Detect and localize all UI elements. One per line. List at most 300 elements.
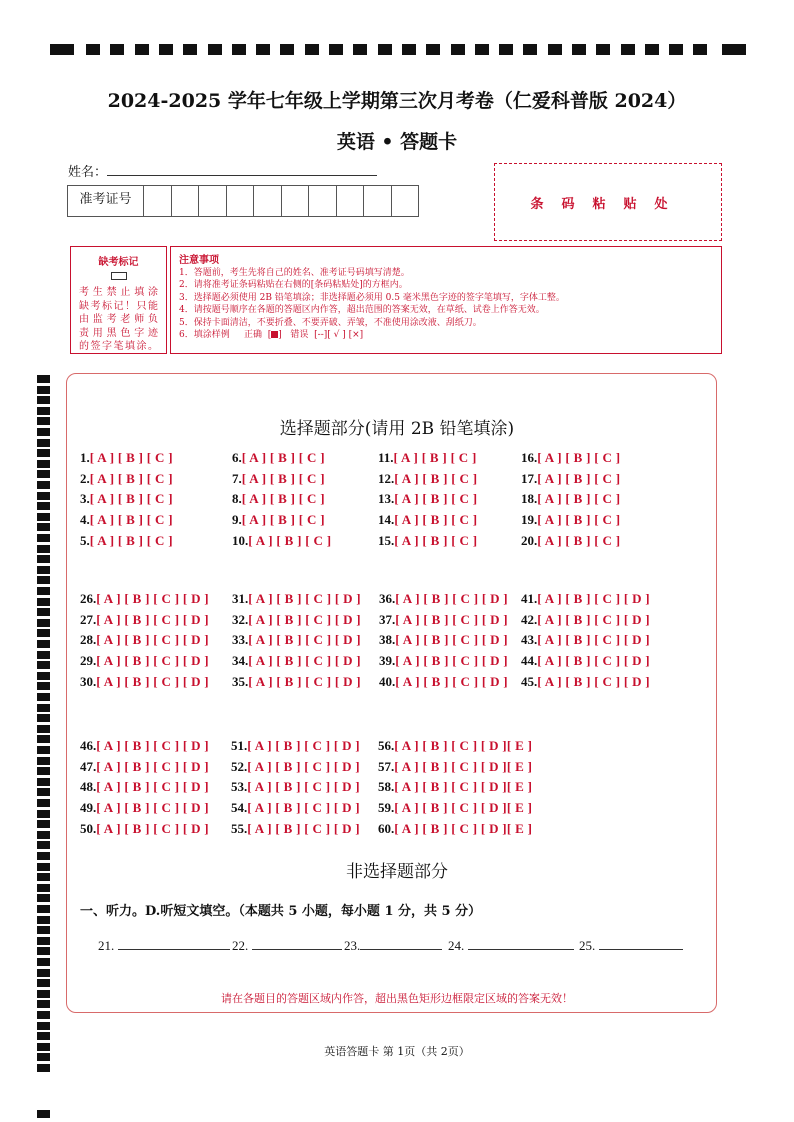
question-row[interactable] [378,450,477,466]
option-bubbles[interactable]: [ A ] [ B ] [ C ] [ D ] [96,738,209,753]
question-row[interactable] [232,674,361,690]
notice-line: 3．选择题必须使用 2B 铅笔填涂；非选择题必须用 0.5 毫米黑色字迹的签字笔填写，字体工整。 [179,292,565,303]
question-row[interactable] [80,533,173,549]
alignment-mark [37,894,50,902]
question-row[interactable] [231,779,360,795]
alignment-mark [37,545,50,553]
option-bubbles[interactable]: [ A ] [ B ] [ C ] [394,512,478,527]
alignment-mark [37,576,50,584]
option-bubbles[interactable]: [ A ] [ B ] [ C ] [ D ] [395,632,508,647]
page-footer: 英语答题卡 第 1页（共 2页） [324,1045,470,1058]
alignment-mark [37,629,50,637]
absent-title: 缺考标记 [98,257,139,268]
option-bubbles[interactable]: [ A ] [ B ] [ C ] [394,491,478,506]
absent-line: 的签字笔填涂。 [79,341,158,352]
choice-section-title: 选择题部分(请用 2B 铅笔填涂) [279,419,515,439]
barcode-area: 条码粘贴处 [494,163,722,241]
alignment-mark [37,566,50,574]
alignment-mark [37,810,50,818]
option-bubbles[interactable]: [ A ] [ B ] [ C ] [537,450,621,465]
question-row[interactable] [232,533,331,549]
alignment-mark [37,937,50,945]
alignment-mark [37,788,50,796]
question-number: 11. [378,450,394,465]
alignment-mark [159,44,173,55]
alignment-mark [37,926,50,934]
alignment-mark [37,746,50,754]
question-number: 27. [80,612,97,627]
question-row[interactable] [80,759,209,775]
alignment-mark [37,651,50,659]
option-bubbles[interactable]: [ A ] [ B ] [ C ] [241,471,325,486]
option-bubbles[interactable]: [ A ] [ B ] [ C ] [ D ] [247,800,360,815]
question-row[interactable] [80,653,209,669]
question-row[interactable] [521,612,650,628]
question-number: 41. [521,591,538,606]
option-bubbles[interactable]: [ A ] [ B ] [ C ] [ D ][ E ] [394,800,533,815]
question-number: 36. [379,591,396,606]
absent-line: 由监考老师负 [79,314,158,325]
alignment-mark [37,386,50,394]
listening-title: 一、听力。D.听短文填空。（本题共 5 小题，每小题 1 分，共 5 分） [80,904,482,919]
option-bubbles[interactable]: [ A ] [ B ] [ C ] [ D ] [248,632,361,647]
absent-line: 缺考标记！只能 [79,300,158,312]
side-alignment-marks [37,375,51,1120]
option-bubbles[interactable]: [ A ] [ B ] [ C ] [89,533,173,548]
question-number: 26. [80,591,97,606]
question-number: 42. [521,612,538,627]
exam-number-cell[interactable] [227,186,255,216]
question-number: 53. [231,779,248,794]
option-bubbles[interactable]: [ A ] [ B ] [ C ] [ D ] [96,612,209,627]
exam-number-cell[interactable] [392,186,419,216]
alignment-mark [37,619,50,627]
alignment-mark [37,460,50,468]
option-bubbles[interactable]: [ A ] [ B ] [ C ] [ D ] [96,821,209,836]
option-bubbles[interactable]: [ A ] [ B ] [ C ] [ D ] [96,800,209,815]
question-number: 8. [232,491,242,506]
option-bubbles[interactable]: [ A ] [ B ] [ C ] [ D ] [395,591,508,606]
blank-number: 25. [579,938,596,953]
option-bubbles[interactable]: [ A ] [ B ] [ C ] [89,512,173,527]
exam-number-cell[interactable] [199,186,227,216]
blank-22[interactable] [232,937,342,954]
alignment-mark [722,44,746,55]
question-row[interactable] [80,591,209,607]
blank-number: 24. [448,938,465,953]
blank-23[interactable] [344,937,442,954]
blank-21[interactable] [98,937,230,954]
question-row[interactable] [521,632,650,648]
question-row[interactable] [378,821,532,837]
question-row[interactable] [521,533,620,549]
question-row[interactable] [378,491,477,507]
option-bubbles[interactable]: [ A ] [ B ] [ C ] [ D ] [96,759,209,774]
option-bubbles[interactable]: [ A ] [ B ] [ C ] [ D ] [537,653,650,668]
question-number: 28. [80,632,97,647]
alignment-mark [37,587,50,595]
option-bubbles[interactable]: [ A ] [ B ] [ C ] [ D ] [247,759,360,774]
alignment-mark [208,44,222,55]
option-bubbles[interactable]: [ A ] [ B ] [ C ] [ D ] [96,779,209,794]
question-row[interactable] [232,471,325,487]
option-bubbles[interactable]: [ A ] [ B ] [ C ] [537,471,621,486]
alignment-mark [37,608,50,616]
exam-number-box [67,185,419,217]
alignment-mark [37,640,50,648]
option-bubbles[interactable]: [ A ] [ B ] [ C ] [ D ] [537,632,650,647]
question-number: 35. [232,674,249,689]
question-row[interactable] [80,674,209,690]
alignment-mark [37,661,50,669]
alignment-mark [353,44,367,55]
alignment-mark [37,439,50,447]
alignment-mark [305,44,319,55]
alignment-mark [37,767,50,775]
question-row[interactable] [231,800,360,816]
wrong-marks: [--][ √ ] [×] [314,330,364,341]
alignment-mark [645,44,659,55]
question-row[interactable] [521,471,620,487]
option-bubbles[interactable]: [ A ] [ B ] [ C ] [241,491,325,506]
question-number: 15. [378,533,395,548]
question-row[interactable] [232,632,361,648]
alignment-mark [37,916,50,924]
sample-label: 6．填涂样例 [179,330,230,341]
option-bubbles[interactable]: [ A ] [ B ] [ C ] [ D ] [395,612,508,627]
alignment-mark [37,820,50,828]
question-row[interactable] [521,512,620,528]
question-row[interactable] [80,612,209,628]
question-number: 2. [80,471,90,486]
alignment-mark [329,44,343,55]
option-bubbles[interactable]: [ A ] [ B ] [ C ] [248,533,332,548]
question-row[interactable] [378,738,532,754]
question-row[interactable] [379,632,508,648]
option-bubbles[interactable]: [ A ] [ B ] [ C ] [ D ] [247,821,360,836]
question-row[interactable] [378,533,477,549]
alignment-mark [37,523,50,531]
alignment-mark [548,44,562,55]
question-row[interactable] [231,759,360,775]
alignment-mark [280,44,294,55]
alignment-mark [37,979,50,987]
option-bubbles[interactable]: [ A ] [ B ] [ C ] [ D ][ E ] [394,779,533,794]
question-row[interactable] [521,674,650,690]
alignment-mark [86,44,100,55]
question-number: 49. [80,800,97,815]
option-bubbles[interactable]: [ A ] [ B ] [ C ] [ D ][ E ] [394,821,533,836]
question-row[interactable] [379,612,508,628]
alignment-mark [135,44,149,55]
question-number: 5. [80,533,90,548]
alignment-mark [37,1022,50,1030]
alignment-mark [37,502,50,510]
absent-mark-checkbox[interactable] [111,272,127,280]
question-row[interactable] [378,512,477,528]
question-number: 55. [231,821,248,836]
alignment-mark [37,534,50,542]
correct-label: 正确 [244,330,263,341]
alignment-mark [37,757,50,765]
alignment-mark [402,44,416,55]
option-bubbles[interactable]: [ A ] [ B ] [ C ] [ D ] [248,653,361,668]
question-row[interactable] [232,612,361,628]
option-bubbles[interactable]: [ A ] [ B ] [ C ] [89,491,173,506]
option-bubbles[interactable]: [ A ] [ B ] [ C ] [ D ] [96,674,209,689]
question-row[interactable] [521,491,620,507]
alignment-mark [37,1064,50,1072]
alignment-mark [426,44,440,55]
alignment-mark [693,44,707,55]
alignment-mark [50,44,74,55]
exam-number-cell[interactable] [337,186,365,216]
question-row[interactable] [80,632,209,648]
alignment-mark [451,44,465,55]
alignment-mark [37,958,50,966]
alignment-mark [183,44,197,55]
name-label: 姓名： [68,165,108,180]
option-bubbles[interactable]: [ A ] [ B ] [ C ] [537,533,621,548]
question-number: 34. [232,653,249,668]
alignment-mark [37,396,50,404]
absent-instructions [71,286,166,354]
alignment-mark [37,693,50,701]
blank-number: 23. [344,938,361,953]
alignment-mark [37,841,50,849]
question-number: 33. [232,632,249,647]
alignment-mark [37,375,50,383]
question-row[interactable] [232,591,361,607]
question-row[interactable] [379,653,508,669]
exam-number-cell[interactable] [364,186,392,216]
question-row[interactable] [378,759,532,775]
question-number: 9. [232,512,242,527]
question-row[interactable] [80,491,173,507]
alignment-mark [378,44,392,55]
alignment-mark [37,513,50,521]
alignment-mark [37,735,50,743]
alignment-mark [256,44,270,55]
alignment-mark [37,1110,50,1118]
question-number: 32. [232,612,249,627]
alignment-mark [37,449,50,457]
question-number: 58. [378,779,395,794]
question-row[interactable] [80,779,209,795]
alignment-mark [37,598,50,606]
option-bubbles[interactable]: [ A ] [ B ] [ C ] [ D ] [537,612,650,627]
question-number: 19. [521,512,538,527]
alignment-mark [37,905,50,913]
blank-number: 21. [98,938,115,953]
alignment-mark [110,44,124,55]
question-number: 16. [521,450,538,465]
question-number: 54. [231,800,248,815]
question-number: 50. [80,821,97,836]
question-row[interactable] [231,821,360,837]
notice-line: 2．请将准考证条码粘贴在右侧的[条码粘贴处]的方框内。 [179,280,408,291]
question-number: 44. [521,653,538,668]
question-number: 47. [80,759,97,774]
non-choice-section-title: 非选择题部分 [346,862,448,882]
alignment-mark [37,969,50,977]
blank-25[interactable] [579,937,683,954]
question-number: 1. [80,450,90,465]
name-field[interactable] [107,175,377,176]
question-row[interactable] [231,738,360,754]
question-number: 52. [231,759,248,774]
notice-line: 5．保持卡面清洁，不要折叠、不要弄破、弄皱，不准使用涂改液、刮纸刀。 [179,317,482,328]
option-bubbles[interactable]: [ A ] [ B ] [ C ] [ D ][ E ] [394,759,533,774]
option-bubbles[interactable]: [ A ] [ B ] [ C ] [241,450,325,465]
correct-fill-sample [271,331,278,338]
option-bubbles[interactable]: [ A ] [ B ] [ C ] [394,533,478,548]
question-row[interactable] [378,800,532,816]
exam-number-label: 准考证号 [68,186,144,216]
question-number: 10. [232,533,249,548]
option-bubbles[interactable]: [ A ] [ B ] [ C ] [ D ] [395,674,508,689]
alignment-mark [37,884,50,892]
question-row[interactable] [378,779,532,795]
option-bubbles[interactable]: [ A ] [ B ] [ C ] [393,450,477,465]
alignment-mark [37,492,50,500]
option-bubbles[interactable]: [ A ] [ B ] [ C ] [ D ] [247,738,360,753]
alignment-mark [523,44,537,55]
question-number: 13. [378,491,395,506]
question-number: 18. [521,491,538,506]
option-bubbles[interactable]: [ A ] [ B ] [ C ] [ D ] [248,674,361,689]
alignment-mark [37,682,50,690]
question-number: 6. [232,450,242,465]
wrong-label: 错误 [290,330,309,341]
page-title: 2024-2025 学年七年级上学期第三次月考卷（仁爱科普版 2024） [107,90,687,112]
alignment-mark [37,1011,50,1019]
exam-number-cell[interactable] [254,186,282,216]
notice-title: 注意事项 [179,255,219,266]
option-bubbles[interactable]: [ A ] [ B ] [ C ] [537,512,621,527]
alignment-mark [669,44,683,55]
alignment-mark [232,44,246,55]
question-number: 45. [521,674,538,689]
question-number: 17. [521,471,538,486]
alignment-mark [596,44,610,55]
alignment-mark [37,778,50,786]
question-number: 7. [232,471,242,486]
question-number: 3. [80,491,90,506]
alignment-mark [621,44,635,55]
option-bubbles[interactable]: [ A ] [ B ] [ C ] [ D ] [537,591,650,606]
notice-sample-line: 6．填涂样例 正确 [ ] 错误 [--][ √ ] [×] [179,330,364,341]
alignment-mark [37,714,50,722]
option-bubbles[interactable]: [ A ] [ B ] [ C ] [ D ] [395,653,508,668]
question-row[interactable] [521,591,650,607]
alignment-mark [37,831,50,839]
question-number: 51. [231,738,248,753]
blank-24[interactable] [448,937,574,954]
option-bubbles[interactable]: [ A ] [ B ] [ C ] [ D ] [96,653,209,668]
blank-number: 22. [232,938,249,953]
alignment-mark [37,704,50,712]
question-row[interactable] [80,738,209,754]
alignment-mark [475,44,489,55]
question-row[interactable] [80,800,209,816]
question-row[interactable] [232,653,361,669]
notice-box [170,246,722,354]
option-bubbles[interactable]: [ A ] [ B ] [ C ] [ D ] [248,591,361,606]
alignment-mark [37,947,50,955]
notice-line: 4．请按题号顺序在各题的答题区内作答，超出范围的答案无效，在草纸、试卷上作答无效。 [179,305,545,316]
option-bubbles[interactable]: [ A ] [ B ] [ C ] [ D ] [96,591,209,606]
question-number: 4. [80,512,90,527]
option-bubbles[interactable]: [ A ] [ B ] [ C ] [241,512,325,527]
question-number: 31. [232,591,249,606]
exam-number-cell[interactable] [144,186,172,216]
option-bubbles[interactable]: [ A ] [ B ] [ C ] [394,471,478,486]
option-bubbles[interactable]: [ A ] [ B ] [ C ] [ D ] [96,632,209,647]
question-number: 29. [80,653,97,668]
absent-mark-box [70,246,167,354]
question-number: 38. [379,632,396,647]
alignment-mark [499,44,513,55]
page-subtitle: 英语 • 答题卡 [336,131,458,153]
question-number: 39. [379,653,396,668]
question-row[interactable] [232,512,325,528]
alignment-mark [37,672,50,680]
question-number: 40. [379,674,396,689]
question-number: 14. [378,512,395,527]
question-row[interactable] [521,653,650,669]
exam-number-cell[interactable] [172,186,200,216]
notice-line: 1．答题前，考生先将自己的姓名、准考证号码填写清楚。 [179,268,410,278]
option-bubbles[interactable]: [ A ] [ B ] [ C ] [537,491,621,506]
top-alignment-marks [50,44,746,56]
question-number: 30. [80,674,97,689]
question-number: 12. [378,471,395,486]
question-number: 48. [80,779,97,794]
option-bubbles[interactable]: [ A ] [ B ] [ C ] [ D ] [537,674,650,689]
question-row[interactable] [379,674,508,690]
option-bubbles[interactable]: [ A ] [ B ] [ C ] [89,471,173,486]
question-row[interactable] [80,821,209,837]
question-row[interactable] [379,591,508,607]
option-bubbles[interactable]: [ A ] [ B ] [ C ] [ D ][ E ] [394,738,533,753]
option-bubbles[interactable]: [ A ] [ B ] [ C ] [ D ] [247,779,360,794]
question-row[interactable] [378,471,477,487]
question-number: 20. [521,533,538,548]
option-bubbles[interactable]: [ A ] [ B ] [ C ] [ D ] [248,612,361,627]
question-number: 46. [80,738,97,753]
alignment-mark [37,470,50,478]
alignment-mark [37,1032,50,1040]
question-number: 43. [521,632,538,647]
question-row[interactable] [232,450,325,466]
question-row[interactable] [80,471,173,487]
question-number: 56. [378,738,395,753]
answer-area-warning: 请在各题目的答题区域内作答，超出黑色矩形边框限定区域的答案无效！ [221,992,573,1005]
alignment-mark [572,44,586,55]
question-row[interactable] [232,491,325,507]
absent-line: 考生禁止填涂 [79,287,158,298]
exam-number-cell[interactable] [309,186,337,216]
question-number: 59. [378,800,395,815]
question-number: 37. [379,612,396,627]
exam-number-cell[interactable] [282,186,310,216]
question-row[interactable] [521,450,620,466]
question-row[interactable] [80,450,173,466]
option-bubbles[interactable]: [ A ] [ B ] [ C ] [89,450,173,465]
question-row[interactable] [80,512,173,528]
alignment-mark [37,725,50,733]
